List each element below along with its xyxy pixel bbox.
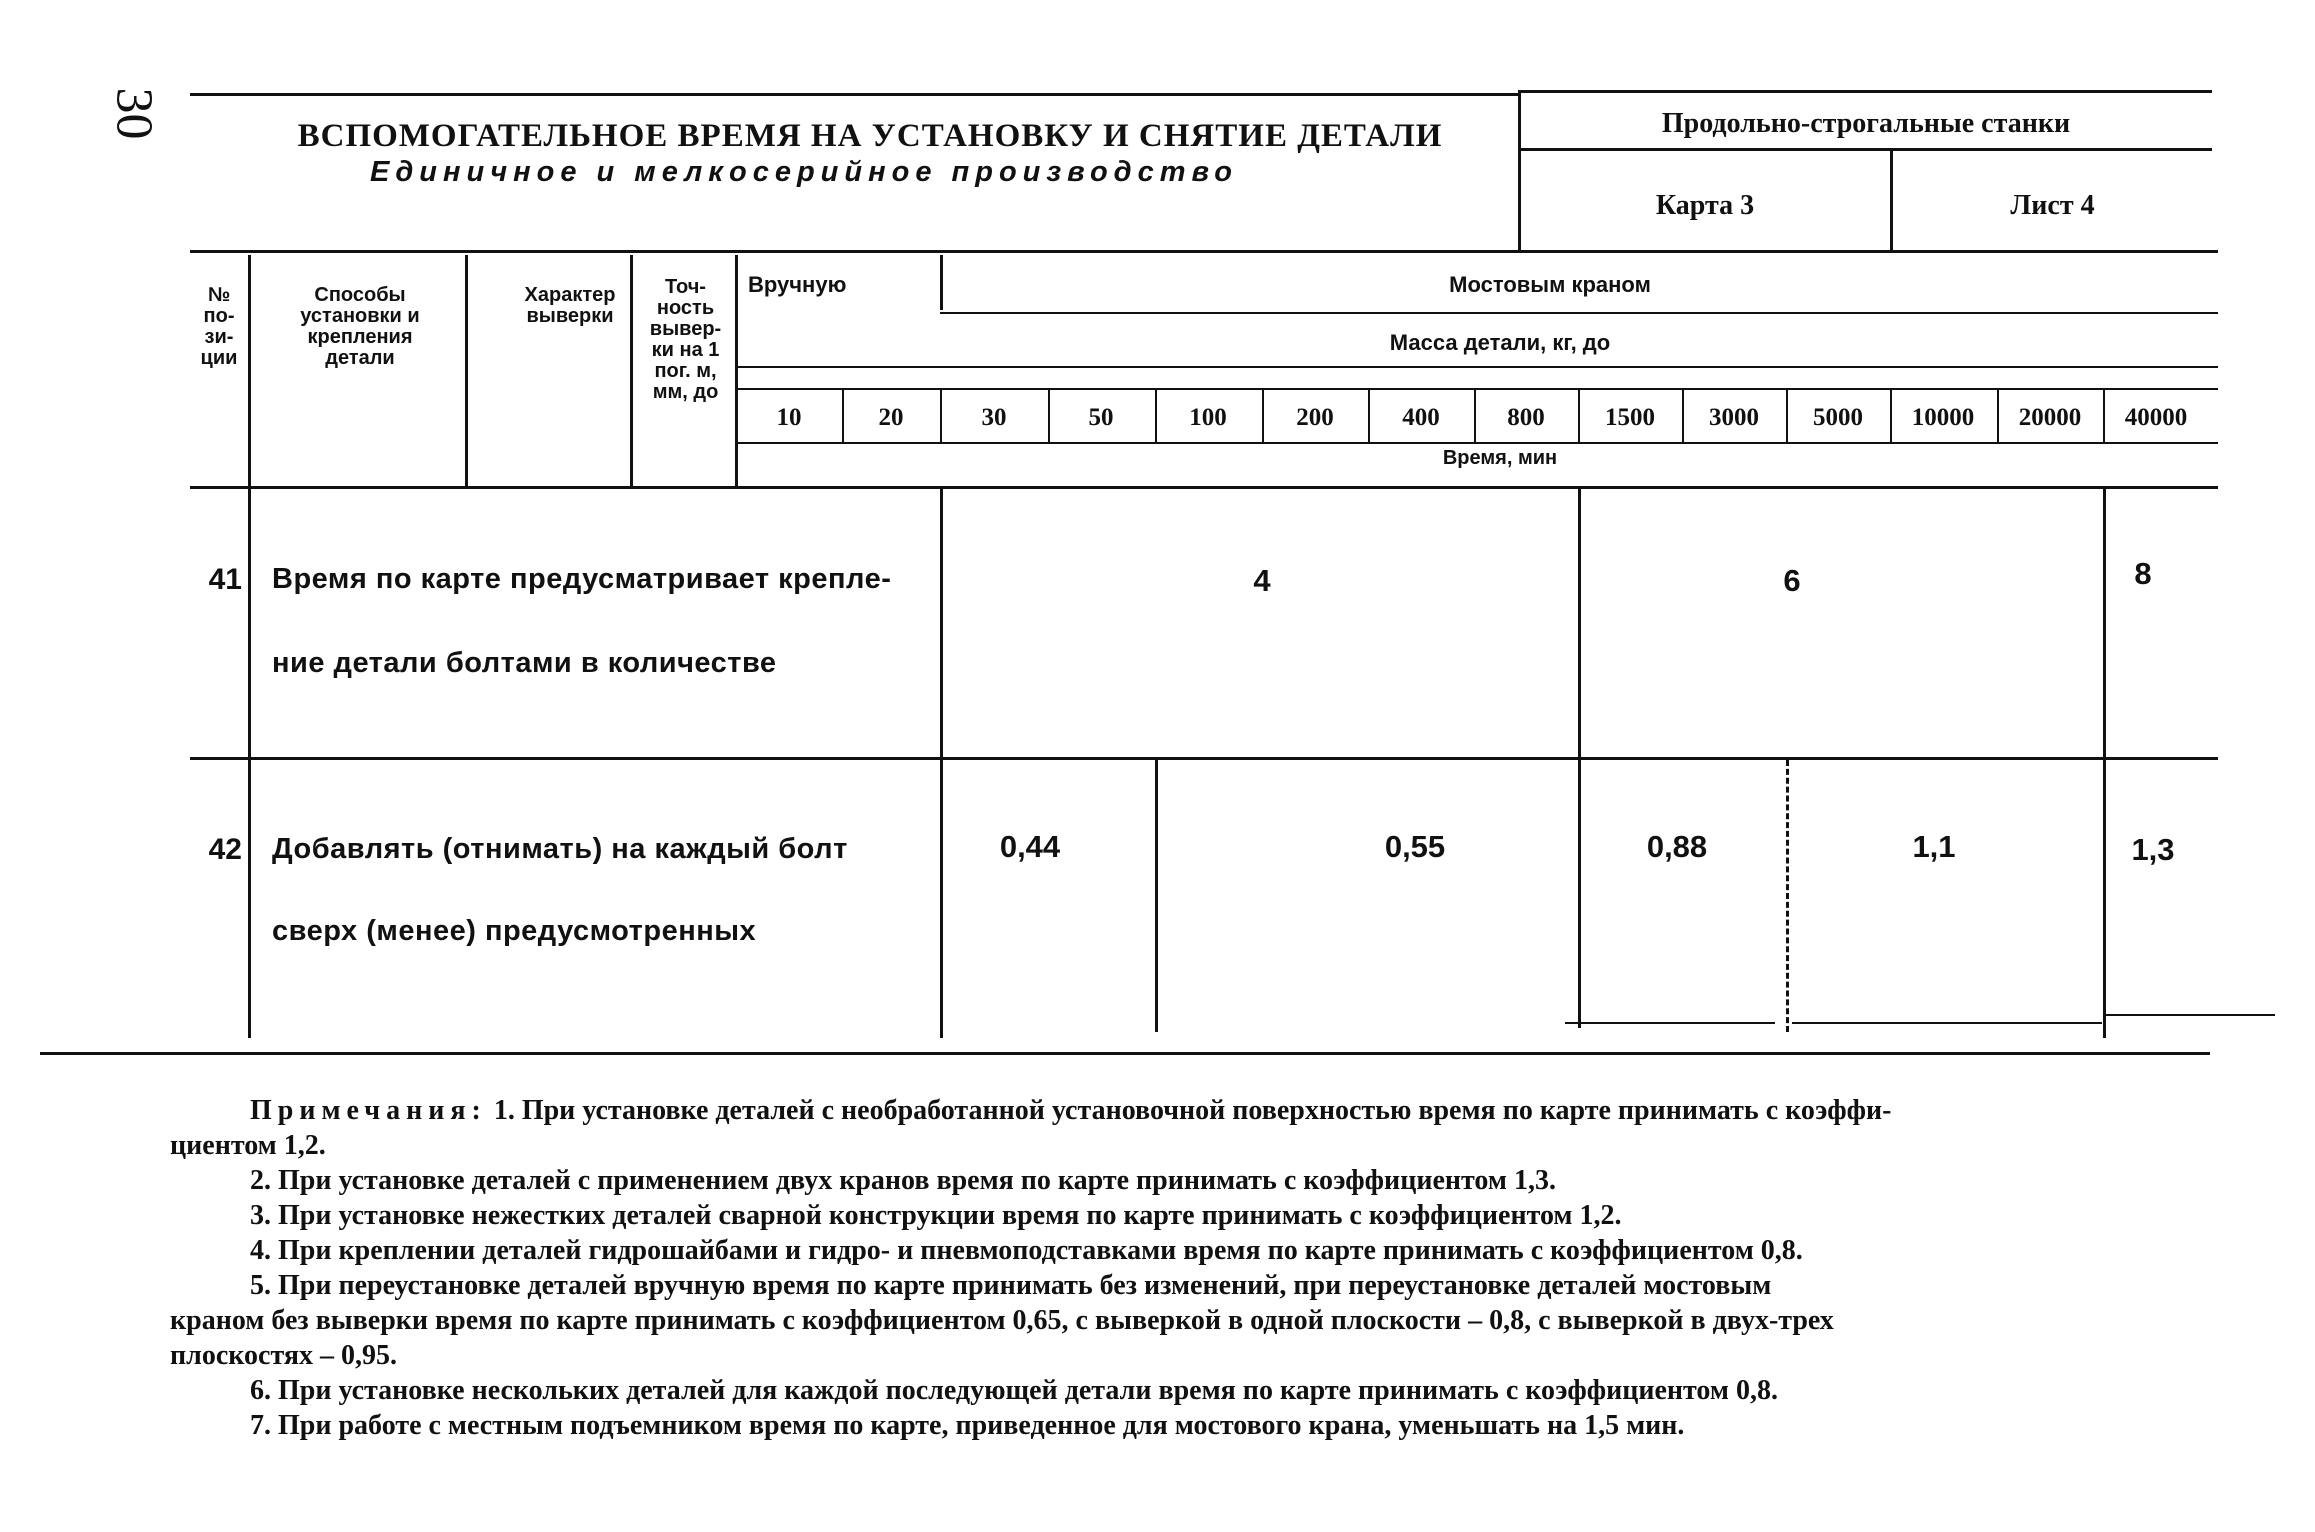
row-42-value: 0,44 (999, 829, 1061, 864)
notes-block (170, 1093, 2180, 1443)
col-header-accuracy: Точ- ность вывер- ки на 1 пог. м, мм, до (649, 276, 722, 403)
row-41-value: 8 (2134, 556, 2152, 591)
col-header-character: Характер выверки (524, 284, 616, 327)
page-title: ВСПОМОГАТЕЛЬНОЕ ВРЕМЯ НА УСТАНОВКУ И СНЯТИЕ ДЕТАЛИ (297, 118, 1443, 154)
body-divider-50 (1155, 760, 1158, 1032)
col-divider-method (465, 255, 468, 487)
col-divider-num (248, 255, 251, 487)
note-1-cont: циентом 1,2. (170, 1130, 326, 1161)
col-header-num: № по- зи- ции (200, 284, 238, 369)
mass-divider (1262, 388, 1264, 442)
row-41-number: 41 (208, 563, 242, 596)
body-divider-num (248, 486, 251, 1038)
bottom-rule-segment (2105, 1014, 2275, 1016)
note-5-end: плоскостях – 0,95. (170, 1340, 397, 1371)
note-3: 3. При установке нежестких деталей сварной конструкции время по карте принимать с коэффициентом 1,2. (250, 1200, 1622, 1231)
mass-value: 40000 (2124, 404, 2188, 431)
mass-value: 20 (878, 404, 904, 431)
mass-divider (1890, 388, 1892, 442)
card-number: Карта 3 (1655, 190, 1755, 221)
mass-value: 800 (1507, 404, 1545, 431)
mass-label: Масса детали, кг, до (1389, 330, 1611, 355)
mass-divider (1997, 388, 1999, 442)
row-41-value: 4 (1253, 563, 1271, 598)
note-4: 4. При креплении деталей гидрошайбами и гидро- и пневмоподставками время по карте принимать с коэффициентом 0,8. (250, 1235, 1803, 1266)
row-42-text-line1: Добавлять (отнимать) на каждый болт (272, 833, 848, 865)
mass-rule-2 (735, 388, 2218, 390)
note-7: 7. При работе с местным подъемником время по карте, приведенное для мостового крана, уменьшать на 1,5 мин. (250, 1410, 1685, 1441)
mass-value: 400 (1402, 404, 1440, 431)
mass-value: 50 (1088, 404, 1114, 431)
mass-values-bottom-rule (735, 442, 2218, 444)
row-42-text-line2: сверх (менее) предусмотренных (272, 915, 757, 947)
row-separator (190, 757, 2218, 760)
mass-value: 1500 (1605, 404, 1655, 431)
mass-value: 200 (1296, 404, 1334, 431)
body-divider-text (940, 486, 943, 1038)
row-42-value: 1,1 (1912, 829, 1956, 864)
header-right-top-rule (1520, 90, 2212, 93)
mass-divider (2103, 388, 2105, 442)
sheet-number: Лист 4 (2010, 190, 2095, 221)
row-41-text-line1: Время по карте предусматривает крепле- (272, 563, 892, 595)
mass-value: 3000 (1709, 404, 1759, 431)
page-subtitle: Единичное и мелкосерийное производство (370, 156, 1239, 188)
time-label: Время, мин (1442, 447, 1558, 469)
mass-divider (1048, 388, 1050, 442)
mass-rule (735, 366, 2218, 368)
mass-value: 100 (1189, 404, 1227, 431)
col-header-crane: Мостовым краном (1449, 272, 1651, 297)
bottom-rule-segment (1792, 1022, 2102, 1024)
table-bottom-rule (40, 1052, 2210, 1055)
mass-value: 5000 (1813, 404, 1863, 431)
row-42-value: 1,3 (2131, 832, 2175, 867)
mass-divider (1155, 388, 1157, 442)
body-divider-5000-dashed (1786, 760, 1789, 1032)
row-42-number: 42 (208, 833, 242, 866)
notes-heading: Примечания: (250, 1095, 487, 1126)
mass-value: 20000 (2018, 404, 2082, 431)
note-5: 5. При переустановке деталей вручную время по карте принимать без изменений, при переустановке деталей мостовым (250, 1270, 1772, 1301)
bottom-rule-segment (1565, 1022, 1775, 1024)
crane-rule (940, 312, 2218, 314)
note-1: 1. При установке деталей с необработанной установочной поверхностью время по карте принимать с коэффи- (493, 1095, 1892, 1126)
title-top-rule (190, 93, 1520, 96)
mass-divider (1368, 388, 1370, 442)
row-41-value: 6 (1783, 563, 1801, 598)
machine-type: Продольно-строгальные станки (1661, 108, 2071, 139)
page-number: 30 (105, 87, 163, 140)
header-right-mid-rule (1520, 148, 2212, 151)
mass-value: 30 (981, 404, 1007, 431)
note-6: 6. При установке нескольких деталей для каждой последующей детали время по карте принимать с коэффициентом 0,8. (250, 1375, 1778, 1406)
mass-value: 10000 (1911, 404, 1975, 431)
note-2: 2. При установке деталей с применением двух кранов время по карте принимать с коэффициентом 1,3. (250, 1165, 1556, 1196)
note-5-cont: краном без выверки время по карте принимать с коэффициентом 0,65, с выверкой в одной плоскости – 0,8, с выверкой в двух-трех (170, 1305, 1834, 1336)
col-header-method: Способы установки и крепления детали (300, 284, 420, 369)
row-42-value: 0,88 (1646, 829, 1708, 864)
col-header-manual: Вручную (748, 272, 847, 297)
table-top-rule (190, 250, 2218, 253)
mass-value: 10 (776, 404, 802, 431)
row-42-value: 0,55 (1384, 829, 1446, 864)
header-bottom-rule (190, 486, 2218, 489)
row-41-text-line2: ние детали болтами в количестве (272, 647, 777, 679)
col-divider-accuracy (735, 255, 738, 487)
col-divider-manual (940, 255, 943, 310)
